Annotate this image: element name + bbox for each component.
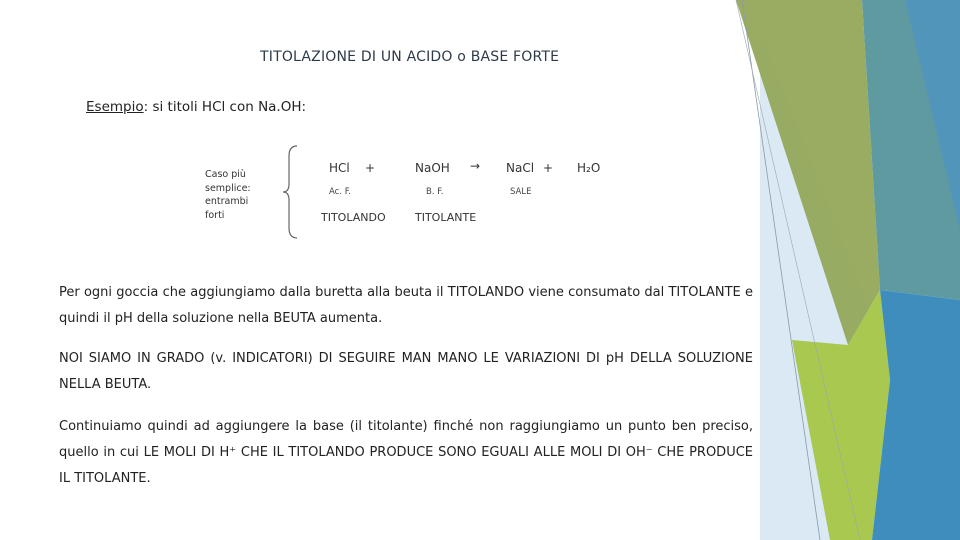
paragraph-3: Continuiamo quindi ad aggiungere la base (il titolante) finché non raggiungiamo un punto ben preciso, quello in cui LE MOLI DI H⁺ CHE IL TITOLANDO PRODUCE SONO EGUALI ALLE MOLI DI OH⁻ CHE PRODUCE IL TITOLANTE. xyxy=(59,419,753,486)
label-salt: SALE xyxy=(510,187,532,197)
slide-title: TITOLAZIONE DI UN ACIDO o BASE FORTE xyxy=(260,49,560,65)
example-text: : si titoli HCl con Na.OH: xyxy=(143,99,307,115)
example-label: Esempio xyxy=(86,99,144,115)
reaction-arrow-icon: → xyxy=(470,159,481,173)
product-water: H₂O xyxy=(577,161,601,175)
side-note-line: semplice: xyxy=(205,182,251,194)
paragraph-2: NOI SIAMO IN GRADO (v. INDICATORI) DI SEGUIRE MAN MANO LE VARIAZIONI DI pH DELLA SOLUZIONE NELLA BEUTA. xyxy=(59,351,753,392)
paragraph-1: Per ogni goccia che aggiungiamo dalla buretta alla beuta il TITOLANDO viene consumato dal TITOLANTE e quindi il pH della soluzione nella BEUTA aumenta. xyxy=(59,285,753,326)
side-note-line: forti xyxy=(205,209,225,221)
reaction-equation xyxy=(200,140,620,245)
side-note-line: entrambi xyxy=(205,196,249,207)
product-nacl: NaCl xyxy=(506,161,535,175)
curly-brace-icon xyxy=(280,144,300,240)
side-note xyxy=(205,168,265,222)
label-strong-base: B. F. xyxy=(426,187,444,197)
label-titolando: TITOLANDO xyxy=(321,211,386,224)
label-titolante: TITOLANTE xyxy=(415,211,477,224)
reagent-naoh: NaOH xyxy=(415,161,450,175)
label-strong-acid: Ac. F. xyxy=(329,187,351,197)
reagent-hcl: HCl xyxy=(329,161,350,175)
example-line xyxy=(86,99,306,115)
plus-sign: + xyxy=(543,161,554,175)
plus-sign: + xyxy=(365,161,376,175)
side-note-line: Caso più xyxy=(205,169,246,180)
